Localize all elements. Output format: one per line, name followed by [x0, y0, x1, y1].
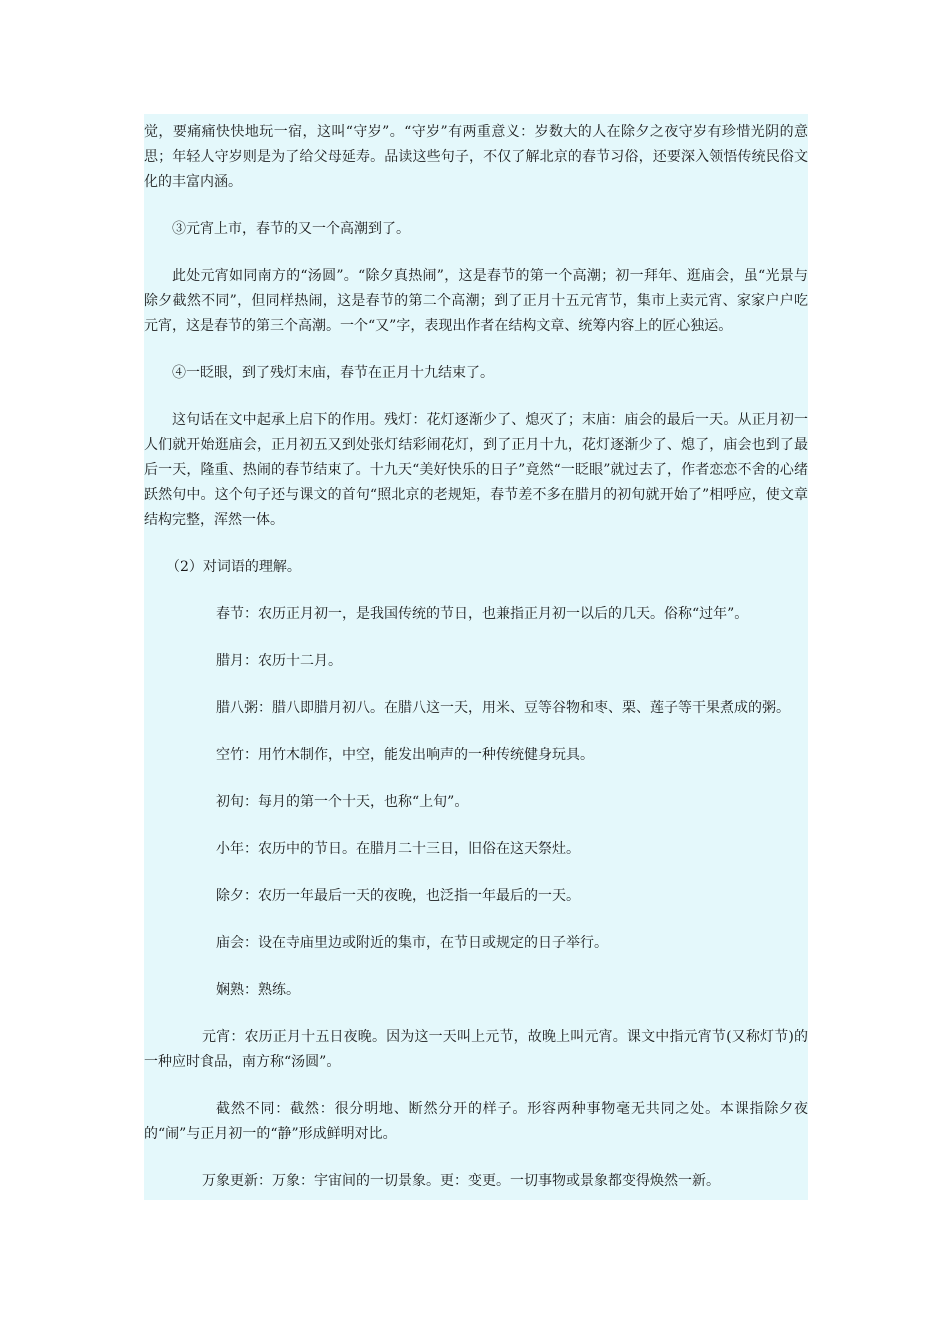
- term-wanxianggengxin: 万象更新：万象：宇宙间的一切景象。更：变更。一切事物或景象都变得焕然一新。: [202, 1173, 720, 1189]
- section-heading-vocabulary: （2）对词语的理解。: [166, 559, 301, 575]
- paragraph-yuanxiao-analysis: 此处元宵如同南方的“汤圆”。“除夕真热闹”，这是春节的第一个高潮；初一拜年、逛庙会，虽“光景与除夕截然不同”，但同样热闹，这是春节的第二个高潮；到了正月十五元宵节，集市上卖元宵、家家户户吃元宵，这是春节的第三个高潮。一个“又”字，表现出作者在结构文章、统筹内容上的匠心独运。: [144, 268, 808, 334]
- document-text-block: [144, 114, 808, 1200]
- term-chuxi: 除夕：农历一年最后一天的夜晚，也泛指一年最后的一天。: [216, 888, 580, 904]
- paragraph-shousui: 觉，要痛痛快快地玩一宿，这叫“守岁”。“守岁”有两重意义：岁数大的人在除夕之夜守岁有珍惜光阴的意思；年轻人守岁则是为了给父母延寿。品读这些句子，不仅了解北京的春节习俗，还要深入领悟传统民俗文化的丰富内涵。: [144, 124, 808, 190]
- term-xianshu: 娴熟：熟练。: [216, 982, 300, 998]
- term-miaohui: 庙会：设在寺庙里边或附近的集市，在节日或规定的日子举行。: [216, 935, 608, 951]
- term-chuxun: 初旬：每月的第一个十天，也称“上旬”。: [216, 794, 469, 810]
- term-jieranbutong: 截然不同：截然：很分明地、断然分开的样子。形容两种事物毫无共同之处。本课指除夕夜的“闹”与正月初一的“静”形成鲜明对比。: [144, 1101, 808, 1142]
- term-layue: 腊月：农历十二月。: [216, 653, 342, 669]
- term-chunjie: 春节：农历正月初一，是我国传统的节日，也兼指正月初一以后的几天。俗称“过年”。: [216, 606, 749, 622]
- term-kongzhu: 空竹：用竹木制作，中空，能发出响声的一种传统健身玩具。: [216, 747, 594, 763]
- quote-candeng-mومiao: ④一眨眼，到了残灯末庙，春节在正月十九结束了。: [172, 365, 494, 381]
- paragraph-candeng-analysis: 这句话在文中起承上启下的作用。残灯：花灯逐渐少了、熄灭了；末庙：庙会的最后一天。从正月初一人们就开始逛庙会，正月初五又到处张灯结彩闹花灯，到了正月十九，花灯逐渐少了、熄了，庙会也到了最后一天，隆重、热闹的春节结束了。十九天“美好快乐的日子”竟然“一眨眼”就过去了，作者恋恋不舍的心绪跃然句中。这个句子还与课文的首句“照北京的老规矩，春节差不多在腊月的初旬就开始了”相呼应，使文章结构完整，浑然一体。: [144, 412, 808, 528]
- term-yuanxiao: 元宵：农历正月十五日夜晚。因为这一天叫上元节，故晚上叫元宵。课文中指元宵节(又称灯节)的一种应时食品，南方称“汤圆”。: [144, 1029, 808, 1070]
- quote-yuanxiao: ③元宵上市，春节的又一个高潮到了。: [172, 221, 410, 237]
- term-labazhou: 腊八粥：腊八即腊月初八。在腊八这一天，用米、豆等谷物和枣、栗、莲子等干果煮成的粥。: [216, 700, 790, 716]
- term-xiaonian: 小年：农历中的节日。在腊月二十三日，旧俗在这天祭灶。: [216, 841, 580, 857]
